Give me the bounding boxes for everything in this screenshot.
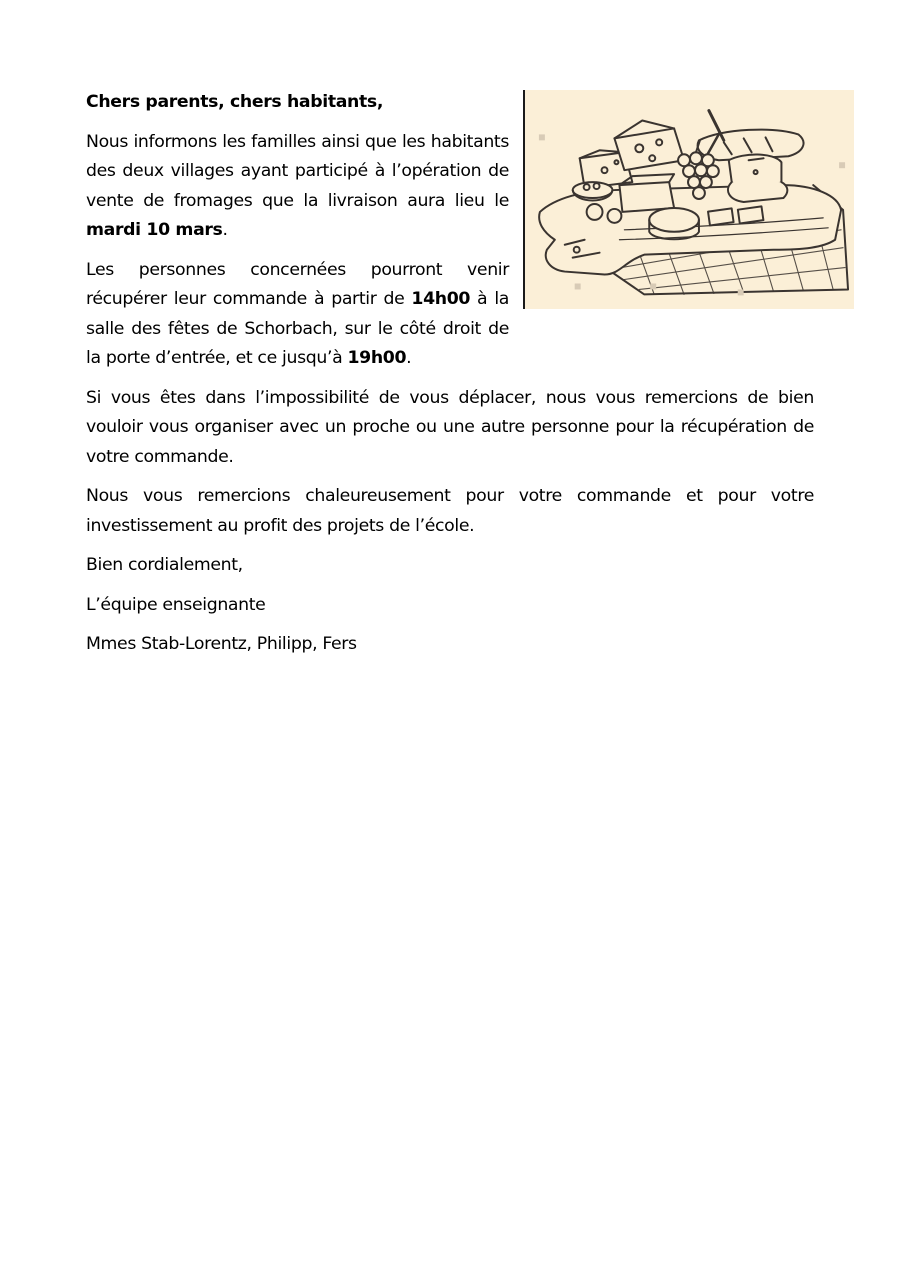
pickup-text-end: .	[406, 348, 412, 368]
pickup-location: à la salle des fêtes de Schorbach, sur le côté droit de la porte d’entrée, et ce jusqu’à	[86, 289, 510, 368]
delivery-date: mardi 10 mars	[86, 220, 223, 240]
pickup-end-time: 19h00	[347, 348, 407, 368]
delivery-text: Nous informons les familles ainsi que les habitants des deux villages ayant participé à l’opération de vente de fromages que la livraison aura lieu le	[86, 131, 509, 211]
signature-team: L’équipe enseignante	[86, 594, 266, 615]
signature-names: Mmes Stab-Lorentz, Philipp, Fers	[86, 634, 357, 654]
paragraph-absence: Si vous êtes dans l’impossibilité de vous déplacer, nous vous remercions de bien vouloir vous organiser avec un proche ou une autre personne pour la récupération de votre commande.	[86, 387, 814, 467]
cheese-board-illustration	[523, 90, 854, 309]
letter-page	[86, 88, 814, 670]
delivery-text-end: .	[222, 220, 228, 240]
greeting: Chers parents, chers habitants,	[86, 92, 384, 112]
closing: Bien cordialement,	[86, 555, 243, 575]
cheese-board-icon	[525, 90, 854, 309]
pickup-text: Les personnes concernées pourront venir récupérer leur commande à partir de	[86, 259, 509, 309]
paragraph-thanks: Nous vous remercions chaleureusement pour votre commande et pour votre investissement au profit des projets de l’école.	[86, 486, 814, 536]
pickup-start-time: 14h00	[411, 289, 471, 309]
